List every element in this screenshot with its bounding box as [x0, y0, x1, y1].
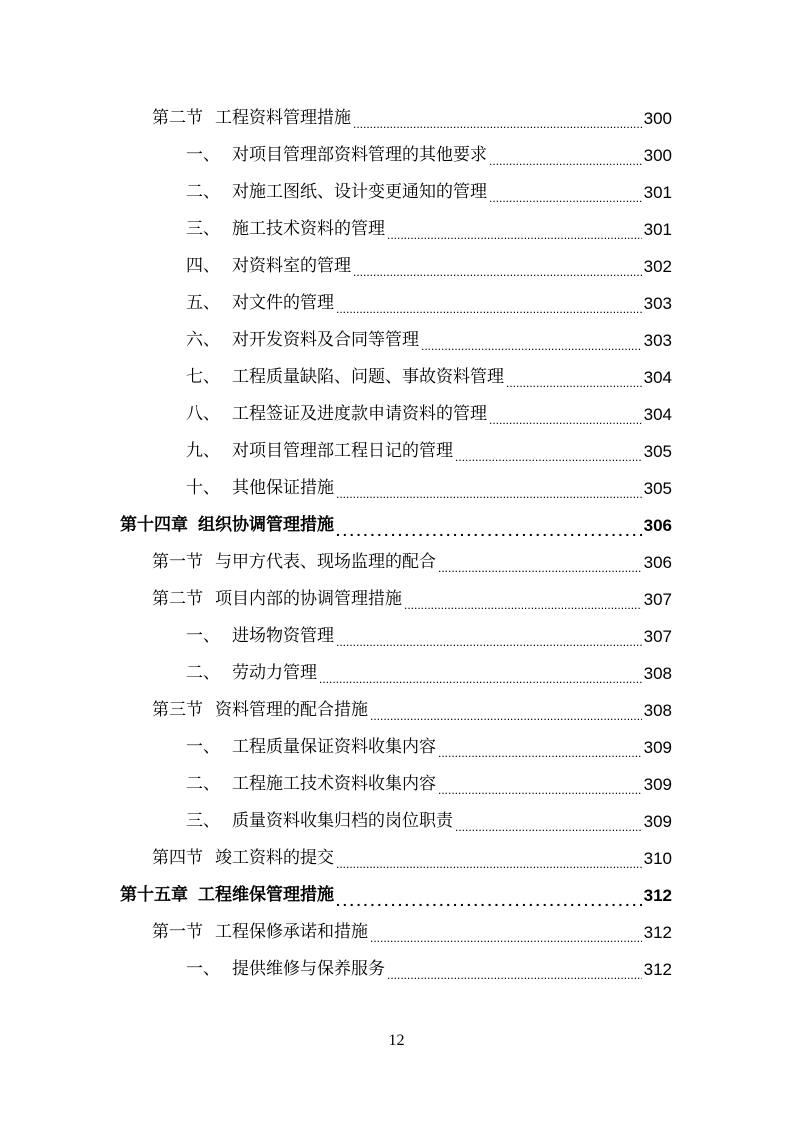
entry-number: 第四节	[152, 848, 203, 868]
toc-entry[interactable]	[152, 914, 672, 951]
entry-page-number: 310	[643, 849, 672, 868]
page-number: 12	[388, 1032, 405, 1049]
entry-number: 一、	[186, 145, 220, 165]
entry-title: 工程签证及进度款申请资料的管理	[232, 404, 487, 424]
dot-leader	[489, 185, 642, 211]
entry-number: 第十五章	[120, 885, 188, 905]
dot-leader	[353, 259, 642, 285]
entry-title: 对项目管理部资料管理的其他要求	[232, 145, 487, 165]
entry-title: 对文件的管理	[232, 293, 334, 313]
entry-number: 一、	[186, 626, 220, 646]
entry-number: 第三节	[152, 700, 203, 720]
entry-page-number: 309	[643, 812, 672, 831]
entry-number: 一、	[186, 737, 220, 757]
entry-title: 进场物资管理	[232, 626, 334, 646]
entry-number: 第十四章	[120, 515, 188, 535]
dot-leader	[387, 962, 642, 988]
entry-number: 八、	[186, 404, 220, 424]
entry-page-number: 305	[643, 479, 672, 498]
entry-number: 五、	[186, 293, 220, 313]
dot-leader	[370, 703, 642, 729]
toc-entry[interactable]	[152, 100, 672, 137]
entry-page-number: 302	[643, 257, 672, 276]
entry-title: 工程保修承诺和措施	[215, 922, 368, 942]
entry-title: 竣工资料的提交	[215, 848, 334, 868]
entry-page-number: 304	[643, 405, 672, 424]
entry-title: 劳动力管理	[232, 663, 317, 683]
entry-title: 对资料室的管理	[232, 256, 351, 276]
entry-number: 十、	[186, 478, 220, 498]
dot-leader	[336, 481, 642, 507]
toc-entry[interactable]	[152, 840, 672, 877]
entry-title: 对施工图纸、设计变更通知的管理	[232, 182, 487, 202]
entry-page-number: 309	[643, 775, 672, 794]
entry-page-number: 307	[643, 627, 672, 646]
entry-page-number: 312	[643, 960, 672, 979]
toc-entry[interactable]	[186, 322, 672, 359]
entry-title: 组织协调管理措施	[198, 515, 334, 535]
dot-leader	[353, 111, 642, 137]
toc-chapter-entry[interactable]	[120, 507, 672, 544]
dot-leader	[336, 518, 642, 544]
entry-number: 第一节	[152, 922, 203, 942]
dot-leader	[336, 296, 642, 322]
toc-entry[interactable]	[186, 951, 672, 988]
toc-entry[interactable]	[186, 396, 672, 433]
entry-page-number: 307	[643, 590, 672, 609]
entry-title: 资料管理的配合措施	[215, 700, 368, 720]
toc-entry[interactable]	[186, 285, 672, 322]
dot-leader	[336, 888, 642, 914]
entry-page-number: 303	[643, 331, 672, 350]
entry-title: 工程质量缺陷、问题、事故资料管理	[232, 367, 504, 387]
toc-entry[interactable]	[186, 803, 672, 840]
entry-number: 二、	[186, 663, 220, 683]
entry-title: 对项目管理部工程日记的管理	[232, 441, 453, 461]
entry-page-number: 300	[643, 146, 672, 165]
entry-number: 三、	[186, 219, 220, 239]
dot-leader	[336, 851, 642, 877]
dot-leader	[455, 444, 642, 470]
entry-number: 七、	[186, 367, 220, 387]
toc-entry[interactable]	[186, 211, 672, 248]
entry-title: 其他保证措施	[232, 478, 334, 498]
dot-leader	[438, 555, 642, 581]
dot-leader	[370, 925, 642, 951]
toc-entry[interactable]	[186, 766, 672, 803]
entry-title: 与甲方代表、现场监理的配合	[215, 552, 436, 572]
dot-leader	[319, 666, 642, 692]
toc-entry[interactable]	[186, 618, 672, 655]
toc-entry[interactable]	[186, 470, 672, 507]
entry-page-number: 308	[643, 664, 672, 683]
dot-leader	[336, 629, 642, 655]
entry-number: 九、	[186, 441, 220, 461]
toc-entry[interactable]	[186, 655, 672, 692]
entry-number: 六、	[186, 330, 220, 350]
dot-leader	[489, 407, 642, 433]
dot-leader	[421, 333, 642, 359]
entry-page-number: 300	[643, 109, 672, 128]
entry-title: 对开发资料及合同等管理	[232, 330, 419, 350]
toc-entry[interactable]	[186, 137, 672, 174]
entry-title: 工程施工技术资料收集内容	[232, 774, 436, 794]
toc-entry[interactable]	[186, 359, 672, 396]
entry-page-number: 306	[643, 516, 672, 535]
entry-title: 工程资料管理措施	[215, 108, 351, 128]
dot-leader	[387, 222, 642, 248]
toc-entry[interactable]	[152, 544, 672, 581]
entry-number: 三、	[186, 811, 220, 831]
toc-chapter-entry[interactable]	[120, 877, 672, 914]
toc-entry[interactable]	[152, 581, 672, 618]
dot-leader	[438, 740, 642, 766]
entry-number: 一、	[186, 959, 220, 979]
toc-entry[interactable]	[186, 433, 672, 470]
entry-page-number: 309	[643, 738, 672, 757]
toc-entry[interactable]	[186, 248, 672, 285]
entry-page-number: 304	[643, 368, 672, 387]
entry-page-number: 312	[643, 886, 672, 905]
entry-number: 二、	[186, 182, 220, 202]
entry-number: 第一节	[152, 552, 203, 572]
toc-entry[interactable]	[186, 174, 672, 211]
entry-page-number: 301	[643, 220, 672, 239]
entry-page-number: 305	[643, 442, 672, 461]
entry-page-number: 303	[643, 294, 672, 313]
entry-number: 第二节	[152, 589, 203, 609]
entry-title: 提供维修与保养服务	[232, 959, 385, 979]
entry-page-number: 312	[643, 923, 672, 942]
entry-title: 项目内部的协调管理措施	[215, 589, 402, 609]
entry-title: 质量资料收集归档的岗位职责	[232, 811, 453, 831]
entry-page-number: 306	[643, 553, 672, 572]
entry-number: 四、	[186, 256, 220, 276]
dot-leader	[489, 148, 642, 174]
dot-leader	[438, 777, 642, 803]
entry-title: 施工技术资料的管理	[232, 219, 385, 239]
toc-entry[interactable]	[186, 729, 672, 766]
dot-leader	[506, 370, 642, 396]
entry-title: 工程维保管理措施	[198, 885, 334, 905]
entry-title: 工程质量保证资料收集内容	[232, 737, 436, 757]
entry-page-number: 308	[643, 701, 672, 720]
dot-leader	[404, 592, 642, 618]
dot-leader	[455, 814, 642, 840]
entry-page-number: 301	[643, 183, 672, 202]
toc-entry[interactable]	[152, 692, 672, 729]
entry-number: 二、	[186, 774, 220, 794]
entry-number: 第二节	[152, 108, 203, 128]
